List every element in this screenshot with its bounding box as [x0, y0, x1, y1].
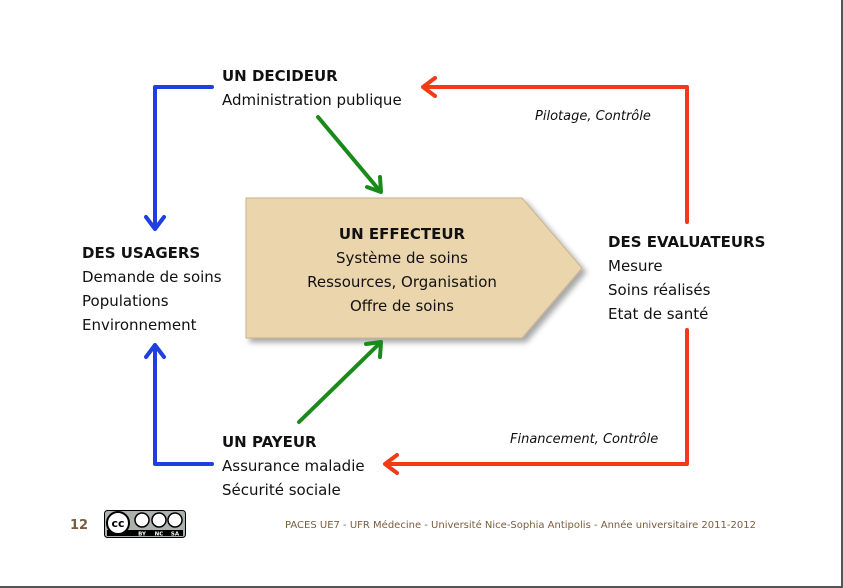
cc-letters: cc	[111, 517, 125, 530]
usagers-block	[82, 241, 222, 337]
usagers-line: Environnement	[82, 316, 197, 334]
cc-by-nc-sa-icon	[104, 510, 186, 538]
effecteur-title: UN EFFECTEUR	[338, 225, 466, 243]
usagers-title: DES USAGERS	[82, 244, 201, 262]
payeur-title: UN PAYEUR	[222, 433, 317, 451]
green-arrow-decideur	[318, 117, 381, 192]
pilotage-label: Pilotage, Contrôle	[535, 109, 651, 124]
usagers-line: Demande de soins	[82, 268, 222, 286]
decideur-block	[222, 64, 402, 112]
blue-arrow-up	[146, 345, 212, 464]
decideur-line: Administration publique	[222, 91, 402, 109]
effecteur-block	[248, 222, 556, 318]
blue-arrow-down	[146, 87, 212, 229]
evaluateurs-line: Soins réalisés	[608, 281, 711, 299]
payeur-line: Sécurité sociale	[222, 481, 341, 499]
evaluateurs-block	[608, 230, 765, 326]
evaluateurs-line: Etat de santé	[608, 305, 709, 323]
financement-label: Financement, Contrôle	[510, 432, 659, 447]
decideur-title: UN DECIDEUR	[222, 67, 338, 85]
footer-text: PACES UE7 - UFR Médecine - Université Nice-Sophia Antipolis - Année universitaire 2011-2012	[285, 520, 756, 531]
red-arrow-bottom	[385, 330, 687, 473]
by-letters: BY	[138, 531, 146, 538]
effecteur-line: Ressources, Organisation	[307, 273, 497, 291]
green-arrow-payeur	[299, 342, 381, 422]
page-number: 12	[70, 518, 89, 533]
effecteur-line: Offre de soins	[350, 297, 454, 315]
evaluateurs-title: DES EVALUATEURS	[608, 233, 766, 251]
effecteur-line: Système de soins	[336, 249, 468, 267]
sa-letters: SA	[170, 531, 180, 538]
evaluateurs-line: Mesure	[608, 257, 663, 275]
usagers-line: Populations	[82, 292, 169, 310]
payeur-block	[222, 430, 365, 502]
payeur-line: Assurance maladie	[222, 457, 365, 475]
nc-letters: NC	[154, 531, 164, 538]
